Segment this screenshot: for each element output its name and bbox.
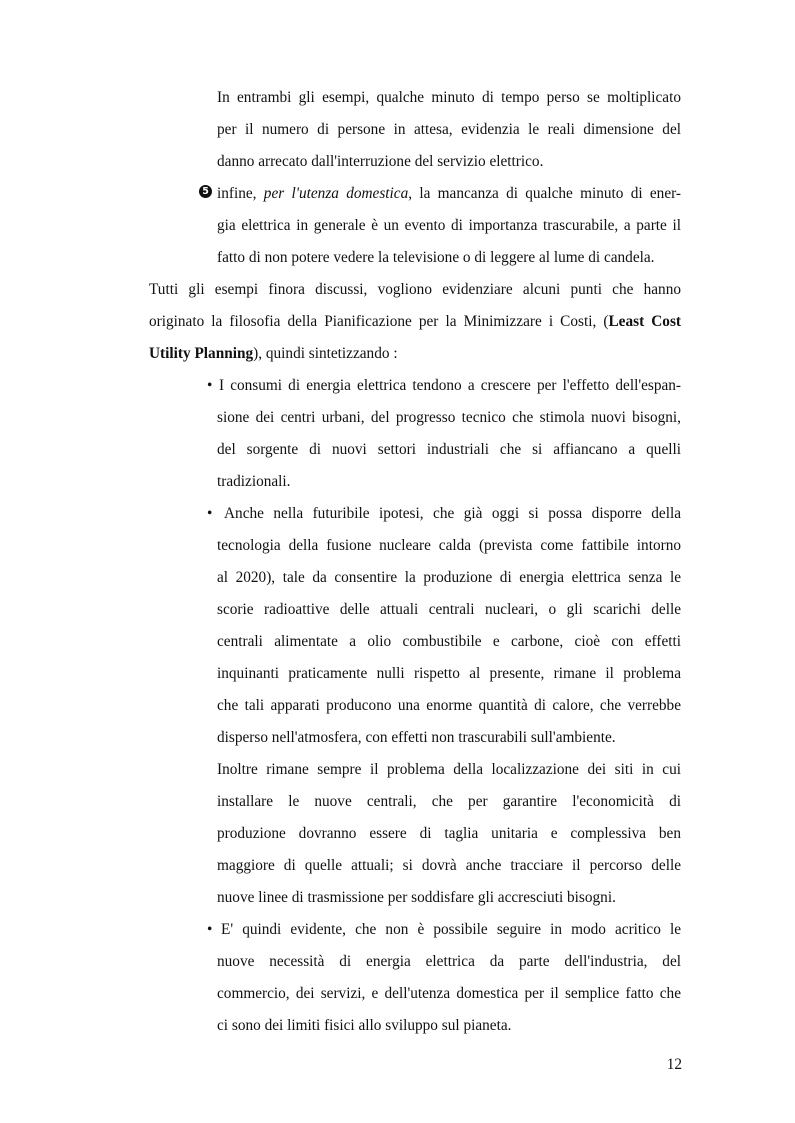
text-line: Anche nella futuribile ipotesi, che già oggi si possa disporre della xyxy=(224,505,681,522)
item5-italic-term: per l'utenza domestica xyxy=(263,185,409,202)
text-line: danno arrecato dall'interruzione del servizio elettrico. xyxy=(217,153,544,170)
text-line: I consumi di energia elettrica tendono a crescere per l'effetto dell'espan- xyxy=(219,377,681,394)
text-line: per il numero di persone in attesa, evidenzia le reali dimensione del xyxy=(217,121,681,138)
page-number: 12 xyxy=(666,1056,682,1073)
circled-number-icon: 5 xyxy=(199,185,212,198)
text-line: ci sono dei limiti fisici allo sviluppo sul pianeta. xyxy=(217,1017,512,1034)
text-line: del sorgente di nuovi settori industriali che si affiancano a quelli xyxy=(217,441,681,458)
intro-bold-term: Least Cost xyxy=(608,313,681,330)
bullet-icon: • xyxy=(207,921,213,938)
bullet-icon: • xyxy=(207,377,213,394)
text-line: E' quindi evidente, che non è possibile seguire in modo acritico le xyxy=(221,921,681,938)
text-line: In entrambi gli esempi, qualche minuto di tempo perso se moltiplicato xyxy=(217,89,681,106)
text-line: fatto di non potere vedere la televisione o di leggere al lume di candela. xyxy=(217,249,655,266)
intro-bold-term: Utility Planning xyxy=(149,345,254,362)
text-line: al 2020), tale da consentire la produzione di energia elettrica senza le xyxy=(217,569,681,586)
intro-line2-text: originato la filosofia della Pianificazione per la Minimizzare i Costi, ( xyxy=(149,313,609,330)
text-line: Tutti gli esempi finora discussi, vogliono evidenziare alcuni punti che hanno xyxy=(149,281,681,298)
text-line: tradizionali. xyxy=(217,473,291,490)
text-line: nuove necessità di energia elettrica da parte dell'industria, del xyxy=(217,953,681,970)
item5-prefix: infine, xyxy=(217,185,264,202)
item5-rest: , la mancanza di qualche minuto di ener- xyxy=(408,185,681,202)
bullet-icon: • xyxy=(207,505,213,522)
text-line: scorie radioattive delle attuali centrali nucleari, o gli scarichi delle xyxy=(217,601,681,618)
text-line: sione dei centri urbani, del progresso tecnico che stimola nuovi bisogni, xyxy=(217,409,681,426)
text-line: tecnologia della fusione nucleare calda (prevista come fattibile intorno xyxy=(217,537,681,554)
text-line xyxy=(217,178,681,210)
text-line: inquinanti praticamente nulli rispetto al presente, rimane il problema xyxy=(217,665,681,682)
text-line: installare le nuove centrali, che per garantire l'economicità di xyxy=(217,793,681,810)
text-line: che tali apparati producono una enorme quantità di calore, che verrebbe xyxy=(217,697,681,714)
intro-line3-rest: ), quindi sintetizzando : xyxy=(253,345,398,362)
text-line xyxy=(149,306,681,338)
text-line: commercio, dei servizi, e dell'utenza domestica per il semplice fatto che xyxy=(217,985,681,1002)
text-line: maggiore di quelle attuali; si dovrà anche tracciare il percorso delle xyxy=(217,857,681,874)
text-line: Inoltre rimane sempre il problema della localizzazione dei siti in cui xyxy=(217,761,681,778)
text-line: gia elettrica in generale è un evento di importanza trascurabile, a parte il xyxy=(217,217,681,234)
text-line: nuove linee di trasmissione per soddisfare gli accresciuti bisogni. xyxy=(217,889,616,906)
text-line xyxy=(149,338,681,370)
text-line: produzione dovranno essere di taglia unitaria e complessiva ben xyxy=(217,825,681,842)
text-line: centrali alimentate a olio combustibile e carbone, cioè con effetti xyxy=(217,633,681,650)
text-line: disperso nell'atmosfera, con effetti non trascurabili sull'ambiente. xyxy=(217,729,616,746)
